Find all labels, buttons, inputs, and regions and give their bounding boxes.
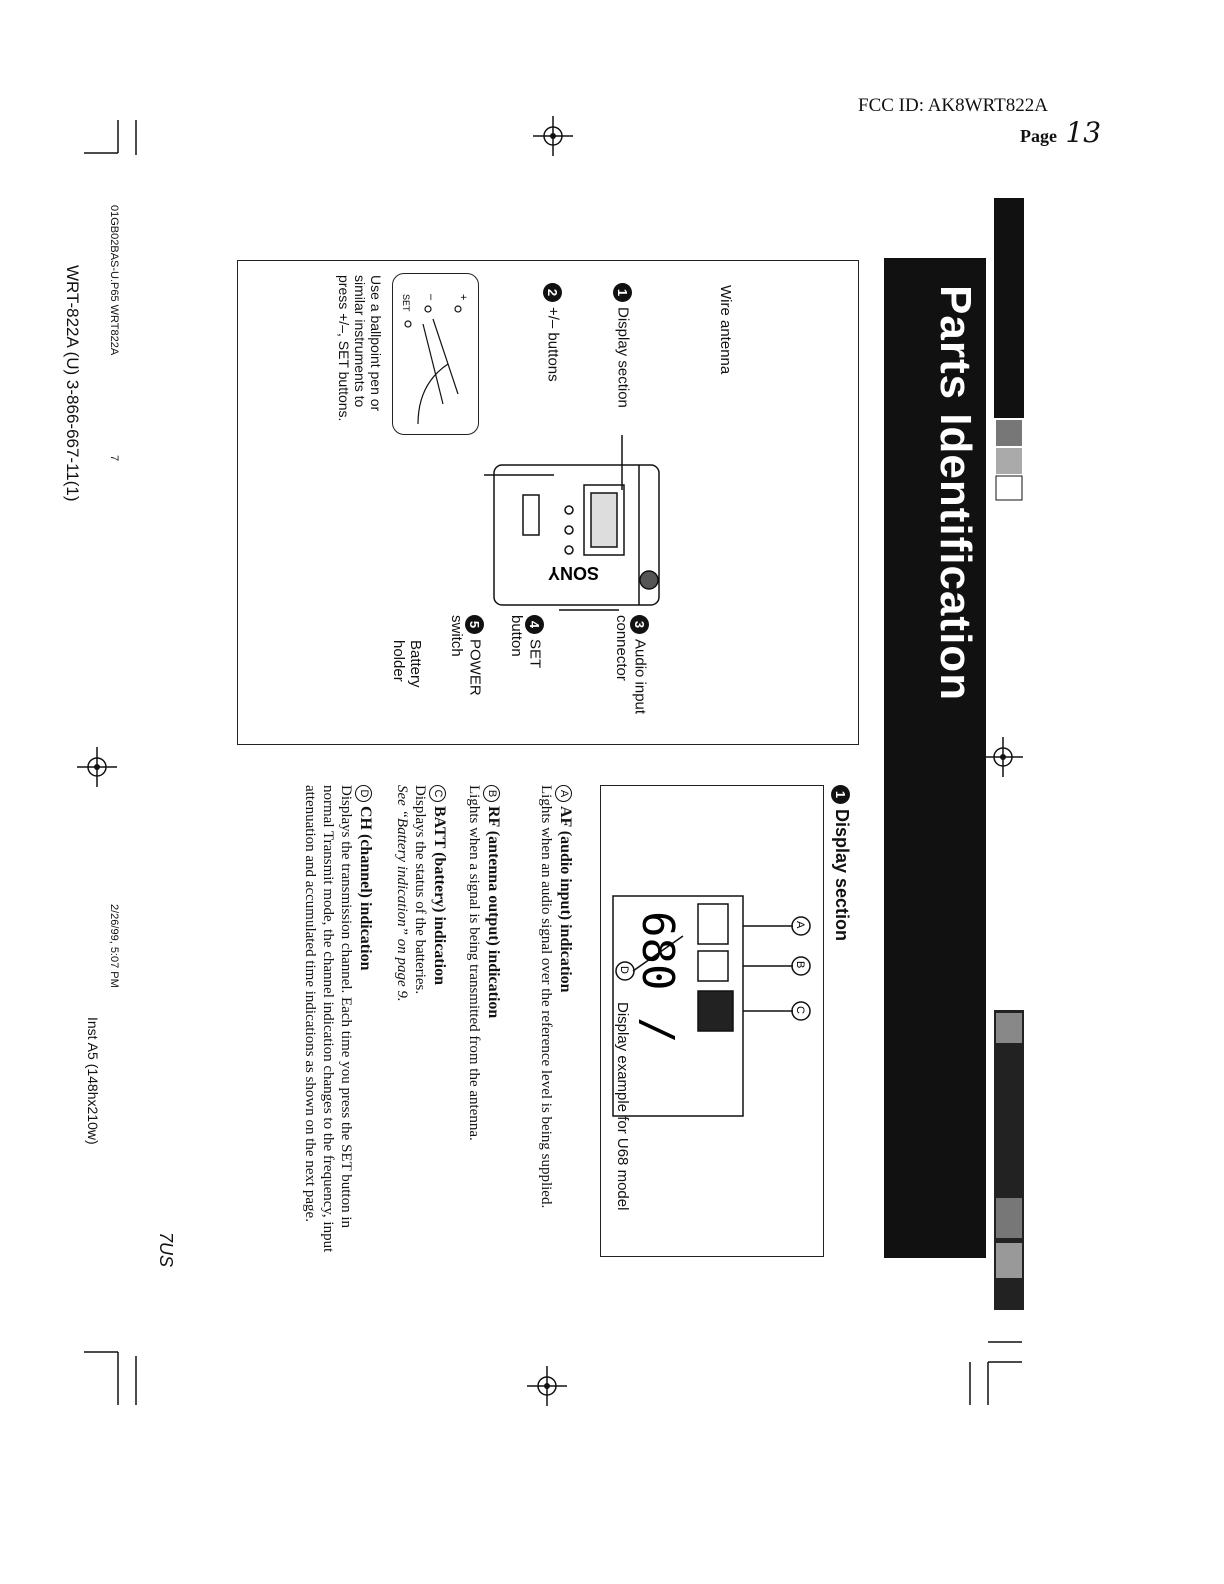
callout-number: 1 [613,283,632,302]
date-note: 2/26/99, 5:07 PM [108,904,120,988]
callout-audio-input-connector [613,615,649,735]
file-page-note: 7 [108,455,120,462]
page-number: 7US [156,1232,176,1268]
callout-number: 2 [543,283,562,302]
lcd-digits: 680 / [632,911,683,1044]
callout-number: 5 [465,615,484,634]
section-number: 1 [831,785,850,804]
lcd-diagram [601,786,823,1256]
display-example-caption: Display example for U68 model [614,1002,631,1211]
callout-number: 4 [525,615,544,634]
file-note: 01GB02BAS-U.P65 WRT822A [108,205,120,356]
item-rf-indication [465,785,502,1255]
callout-power-switch [448,615,484,710]
callout-label: POWER switch [448,615,484,696]
item-title: CH (channel) indication [357,806,374,971]
item-title: AF (audio input) indication [557,806,574,993]
page-label-text: Page [1020,126,1057,146]
marker-b: B [794,961,806,969]
format-note: Inst A5 (148hx210w) [85,1017,101,1145]
wire-antenna-label: Wire antenna [717,285,734,375]
callout-label: Display section [614,307,632,408]
fcc-id: FCC ID: AK8WRT822A [858,95,1048,116]
callout-number: 3 [630,615,649,634]
callout-set-button [508,615,544,710]
item-reference: See “Battery indication” on page 9. [394,785,410,1002]
model-note: WRT-822A (U) 3-866-667-11(1) [63,265,82,502]
item-af-indication [537,785,574,1255]
item-text: Displays the status of the batteries. [412,785,428,995]
tip-set: SET [401,294,411,312]
item-ch-indication [301,785,374,1255]
marker-a: A [794,921,806,929]
letter-marker: D [355,785,372,802]
callout-label: Audio input connector [613,615,649,715]
heading-text: Display section [832,809,852,942]
tip-minus: – [425,294,437,301]
tip-text: Use a ballpoint pen or similar instruments to press +/–, SET buttons. [336,275,384,422]
tip-plus: + [457,294,469,301]
item-title: RF (antenna output) indication [485,806,502,1019]
callout-label: +/– buttons [544,307,562,382]
item-batt-indication [393,785,448,1255]
callout-label: SET button [508,615,544,668]
letter-marker: C [429,785,446,802]
display-section-heading [831,785,852,941]
tip-illustration [392,273,479,435]
letter-marker: A [555,785,572,802]
letter-marker: B [483,785,500,802]
marker-d: D [618,966,630,974]
page-title: Parts Identification [931,285,980,702]
pen-press-drawing [393,274,478,434]
item-text: Lights when an audio signal over the reference level is being supplied. [538,785,554,1209]
brand-logo: SONY [547,563,599,583]
item-title: BATT (battery) indication [431,806,448,985]
page-handwritten-number: 13 [1065,116,1102,149]
item-text: Displays the transmission channel. Each time you press the SET button in normal Transmit mode, the channel indication changes to the frequency, input attenuation and accumulated time indications as shown on the next page. [302,785,354,1253]
marker-c: C [794,1006,806,1014]
item-text: Lights when a signal is being transmitted from the antenna. [466,785,482,1141]
display-example-box [600,785,824,1257]
battery-holder-label: Battery holder [390,640,424,688]
